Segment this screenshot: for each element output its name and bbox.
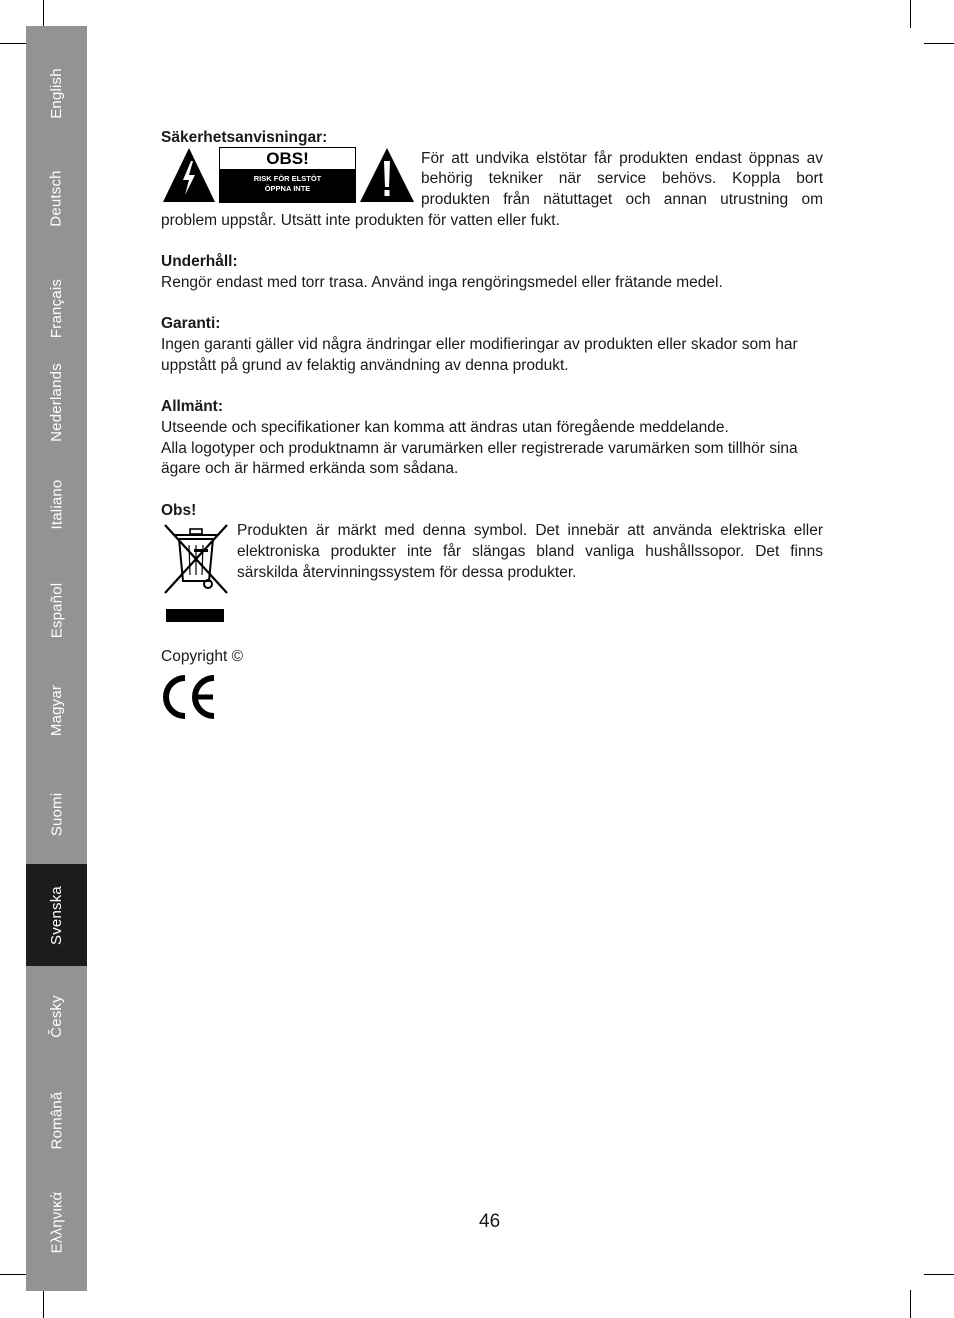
crop-mark (43, 1290, 44, 1318)
safety-warning-graphics (161, 149, 419, 209)
obs-warning-label (219, 147, 356, 203)
tab-label: Français (48, 278, 65, 338)
general-text-line2: Alla logotyper och produktnamn är varumärken eller registrerade varumärken som tillhör sina ägare och är härmed erkända som sådana. (161, 439, 798, 478)
crop-mark (0, 1274, 28, 1275)
tab-ellinika[interactable] (26, 1172, 87, 1272)
tab-label: Suomi (48, 792, 65, 836)
warranty-text: Ingen garanti gäller vid några ändringar eller modifieringar av produkten eller skador som har uppstått på grund av felaktig användning av denna produkt. (161, 336, 798, 374)
tab-label: Svenska (48, 885, 65, 945)
tab-label: Ελληνικά (48, 1191, 65, 1253)
ce-mark-icon (161, 674, 219, 720)
general-heading: Allmänt: (161, 398, 223, 416)
tab-magyar[interactable] (26, 660, 87, 760)
weee-section (161, 521, 823, 625)
tab-italiano[interactable] (26, 454, 87, 554)
tab-label: Česky (48, 994, 65, 1038)
language-sidebar (26, 26, 87, 1291)
safety-heading: Säkerhetsanvisningar: (161, 129, 328, 146)
risk-text-line1: RISK FÖR ELSTÖT (253, 173, 322, 183)
tab-cesky[interactable] (26, 966, 87, 1066)
safety-text: För att undvika elstötar får produkten endast öppnas av behörig tekniker när service behövs. Koppla bort produkten från nätuttaget och annan utrustning om problem uppstår. Utsätt inte produkten för vatten eller fukt. (161, 149, 823, 229)
crossed-bin-icon (161, 521, 233, 625)
crop-mark (0, 43, 28, 44)
lightning-warning-icon (162, 147, 216, 203)
maintenance-text: Rengör endast med torr trasa. Använd inga rengöringsmedel eller frätande medel. (161, 273, 723, 291)
tab-svenska[interactable] (26, 864, 87, 966)
tab-nederlands[interactable] (26, 340, 87, 464)
safety-section (161, 149, 823, 232)
main-content (161, 128, 823, 720)
copyright-text: Copyright © (161, 648, 244, 666)
maintenance-heading: Underhåll: (161, 253, 238, 271)
crop-mark (43, 0, 44, 28)
weee-graphics (161, 521, 237, 625)
tab-label: Română (48, 1091, 65, 1149)
tab-suomi[interactable] (26, 764, 87, 864)
tab-romana[interactable] (26, 1070, 87, 1170)
tab-label: English (47, 67, 65, 119)
crop-mark (924, 1274, 954, 1275)
risk-text-line2: ÖPPNA INTE (264, 184, 311, 194)
warranty-heading: Garanti: (161, 315, 221, 333)
crop-mark (910, 0, 911, 28)
tab-label: Español (47, 582, 65, 638)
weee-text: Produkten är märkt med denna symbol. Det innebär att använda elektriska eller elektroniska produkter inte får slängas bland vanliga hushållssopor. Det finns särskilda återvinningssystem för dessa produkter. (237, 522, 823, 581)
tab-label: Italiano (47, 479, 65, 529)
obs-heading: Obs! (161, 501, 197, 519)
crop-mark (924, 43, 954, 44)
tab-deutsch[interactable] (26, 136, 87, 260)
tab-espanol[interactable] (26, 560, 87, 660)
tab-label: Magyar (48, 684, 65, 736)
crop-mark (910, 1290, 911, 1318)
obs-label: OBS! (220, 148, 355, 169)
tab-label: Deutsch (48, 169, 65, 227)
tab-label: Nederlands (48, 362, 65, 442)
exclamation-warning-icon (359, 147, 415, 203)
page-number: 46 (479, 1211, 501, 1232)
general-text-line1: Utseende och specifikationer kan komma att ändras utan föregående meddelande. (161, 418, 729, 436)
